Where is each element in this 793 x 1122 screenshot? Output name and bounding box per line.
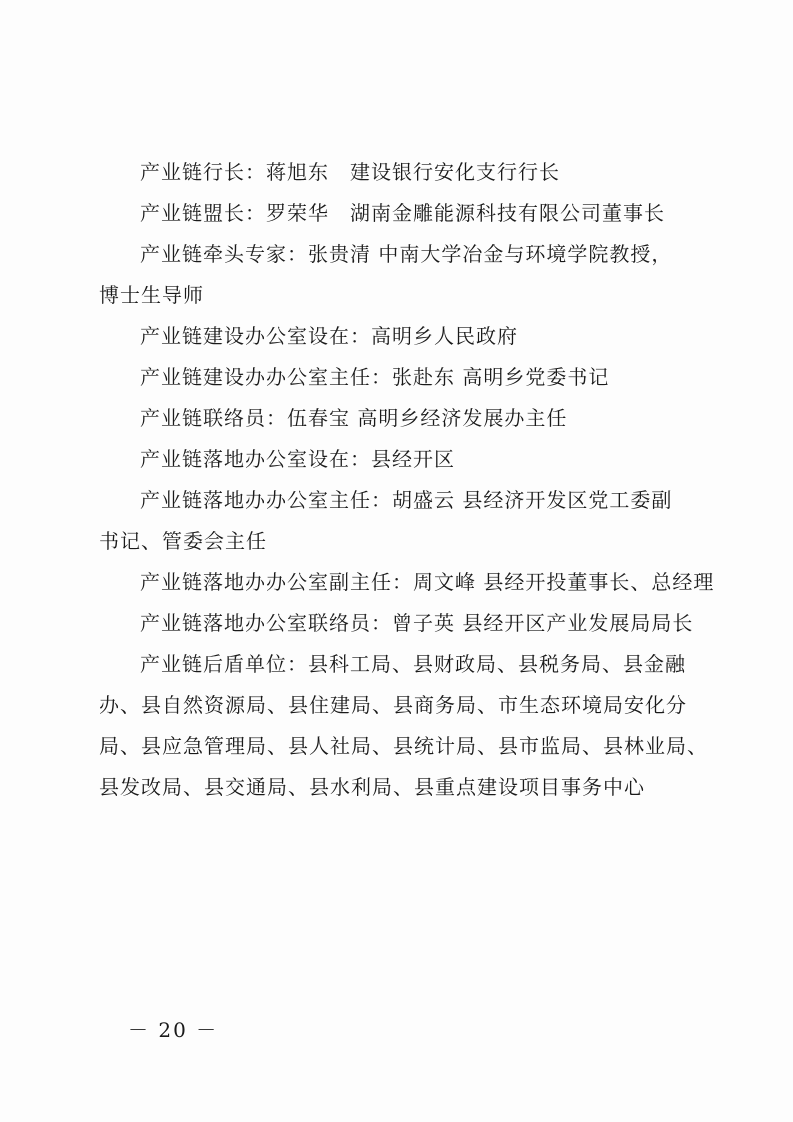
text-line-construction-office-director: 产业链建设办办公室主任：张赴东 高明乡党委书记: [140, 365, 610, 389]
text-line-lead-expert: 产业链牵头专家：张贵清 中南大学冶金与环境学院教授，: [140, 242, 673, 266]
text-line-support-units-cont-1: 办、县自然资源局、县住建局、县商务局、市生态环境局安化分: [99, 693, 687, 717]
text-line-construction-office-location: 产业链建设办公室设在：高明乡人民政府: [140, 324, 518, 348]
text-line-industry-chain-bank-head: 产业链行长：蒋旭东 建设银行安化支行行长: [140, 160, 560, 184]
text-line-industry-chain-alliance-head: 产业链盟长：罗荣华 湖南金雕能源科技有限公司董事长: [140, 201, 665, 225]
text-line-liaison: 产业链联络员：伍春宝 高明乡经济发展办主任: [140, 406, 568, 430]
text-line-support-units-cont-2: 局、县应急管理局、县人社局、县统计局、县市监局、县林业局、: [99, 734, 708, 758]
text-line-support-units-cont-3: 县发改局、县交通局、县水利局、县重点建设项目事务中心: [99, 775, 645, 799]
text-line-support-units: 产业链后盾单位：县科工局、县财政局、县税务局、县金融: [140, 652, 686, 676]
text-line-landing-office-location: 产业链落地办公室设在：县经开区: [140, 447, 455, 471]
text-line-landing-office-deputy-director: 产业链落地办办公室副主任：周文峰 县经开投董事长、总经理: [140, 570, 715, 594]
text-line-landing-office-director: 产业链落地办办公室主任：胡盛云 县经济开发区党工委副: [140, 488, 673, 512]
text-line-landing-office-liaison: 产业链落地办公室联络员：曾子英 县经开区产业发展局局长: [140, 611, 694, 635]
page-number: － 20 －: [128, 1018, 219, 1042]
text-line-lead-expert-cont: 博士生导师: [99, 283, 204, 307]
text-line-landing-office-director-cont: 书记、管委会主任: [99, 529, 267, 553]
